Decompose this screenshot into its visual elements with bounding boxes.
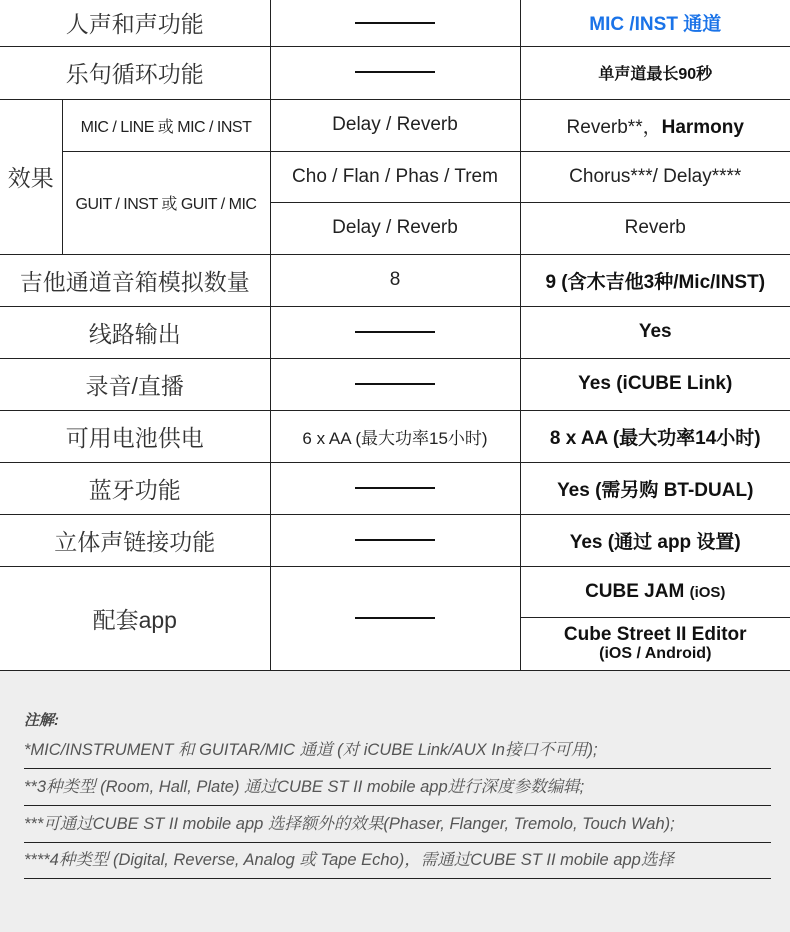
old-value-none [270, 306, 520, 358]
new-value-part: Harmony [661, 116, 744, 138]
table-row [0, 358, 790, 410]
row-label: 效果 [0, 99, 62, 254]
sub-label: MIC / LINE 或 MIC / INST [62, 99, 270, 151]
row-label: 人声和声功能 [0, 0, 270, 46]
footnote: ***可通过CUBE ST II mobile app 选择额外的效果(Phaser, Flanger, Tremolo, Touch Wah); [24, 809, 771, 843]
new-value: Reverb [520, 202, 790, 254]
footnote: *MIC/INSTRUMENT 和 GUITAR/MIC 通道 (对 iCUBE Link/AUX In接口不可用); [24, 735, 771, 769]
old-value-none [270, 514, 520, 566]
old-value: 8 [270, 254, 520, 306]
new-value: 9 (含木吉他3种/Mic/INST) [520, 254, 790, 306]
app-platform: (iOS / Android) [599, 644, 712, 662]
old-value-none [270, 0, 520, 46]
row-label: 线路输出 [0, 306, 270, 358]
row-label: 可用电池供电 [0, 410, 270, 462]
app-platform: (iOS) [689, 583, 726, 601]
app-name: CUBE JAM [585, 580, 685, 602]
table-row [0, 151, 790, 202]
old-value-none [270, 462, 520, 514]
table-row [0, 514, 790, 566]
old-value-none [270, 566, 520, 670]
new-value: Chorus***/ Delay**** [520, 151, 790, 202]
row-label: 乐句循环功能 [0, 46, 270, 99]
new-value: MIC /INST 通道 [520, 0, 790, 46]
table-row [0, 566, 790, 617]
footnotes [0, 671, 790, 932]
new-value: Yes (iCUBE Link) [520, 358, 790, 410]
new-value: Yes [520, 306, 790, 358]
old-value-none [270, 46, 520, 99]
row-label: 吉他通道音箱模拟数量 [0, 254, 270, 306]
table-row [0, 99, 790, 151]
old-value: Cho / Flan / Phas / Trem [270, 151, 520, 202]
new-value: Yes (通过 app 设置) [520, 514, 790, 566]
table-row [0, 0, 790, 46]
footnotes-title: 注解: [24, 712, 59, 729]
new-value: Yes (需另购 BT-DUAL) [520, 462, 790, 514]
new-value [520, 99, 790, 151]
row-label: 蓝牙功能 [0, 462, 270, 514]
new-value: 8 x AA (最大功率14小时) [520, 410, 790, 462]
table-row [0, 462, 790, 514]
new-value [520, 617, 790, 670]
table-row [0, 306, 790, 358]
old-value-none [270, 358, 520, 410]
footnote: **3种类型 (Room, Hall, Plate) 通过CUBE ST II mobile app进行深度参数编辑; [24, 772, 771, 806]
table-row [0, 410, 790, 462]
new-value-part: Reverb**， [566, 116, 662, 138]
old-value: 6 x AA (最大功率15小时) [270, 410, 520, 462]
footnote: ****4种类型 (Digital, Reverse, Analog 或 Tape Echo)，需通过CUBE ST II mobile app选择 [24, 845, 771, 879]
table-row [0, 254, 790, 306]
app-name: Cube Street II Editor [563, 623, 747, 645]
row-label: 立体声链接功能 [0, 514, 270, 566]
row-label: 配套app [0, 566, 270, 670]
new-value: 单声道最长90秒 [520, 46, 790, 99]
table-row [0, 46, 790, 99]
old-value: Delay / Reverb [270, 202, 520, 254]
new-value [520, 566, 790, 617]
old-value: Delay / Reverb [270, 99, 520, 151]
sub-label: GUIT / INST 或 GUIT / MIC [62, 151, 270, 254]
row-label: 录音/直播 [0, 358, 270, 410]
